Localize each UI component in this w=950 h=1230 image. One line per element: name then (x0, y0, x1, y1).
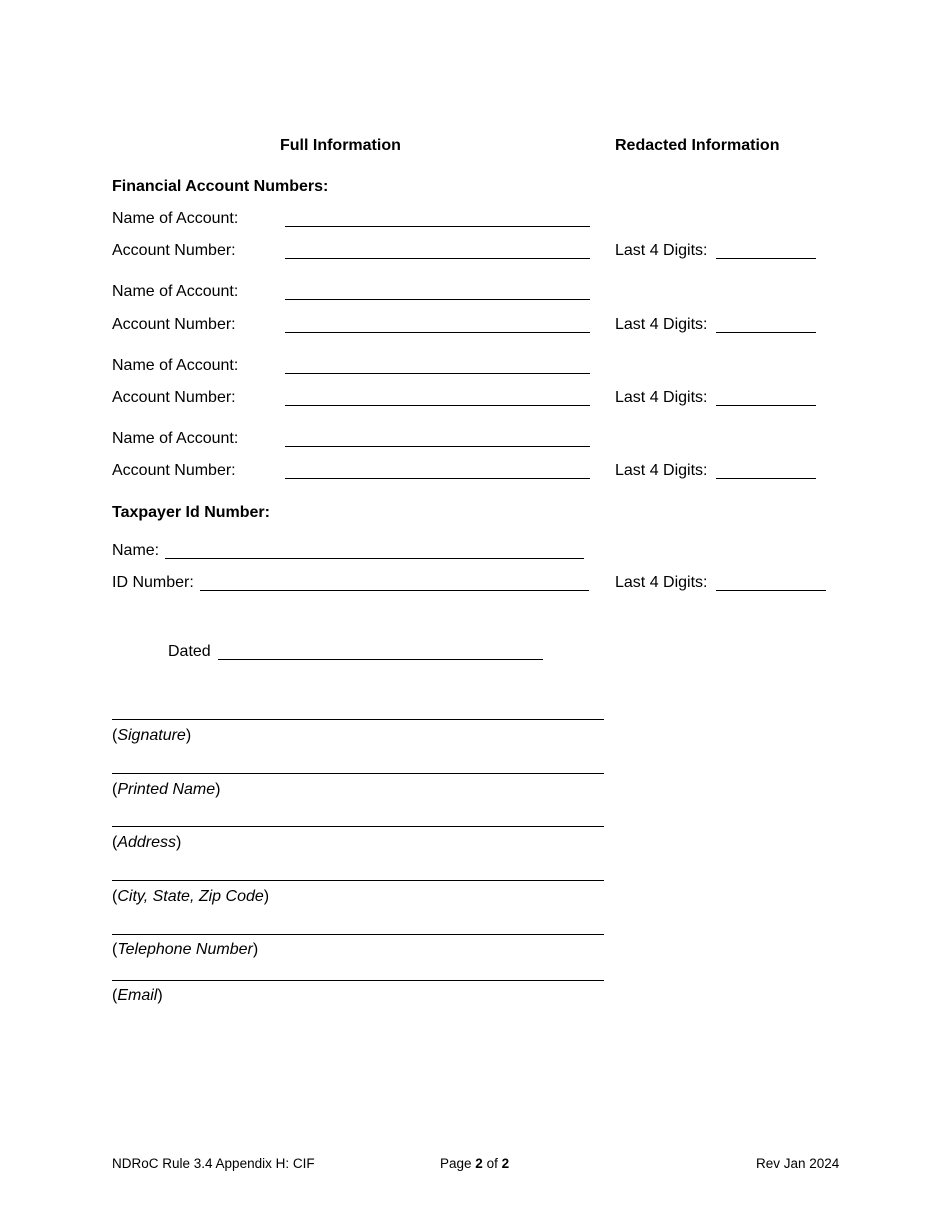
signature-line[interactable] (112, 719, 604, 720)
dated-field[interactable] (218, 659, 543, 660)
last-4-digits-label: Last 4 Digits: (615, 389, 708, 406)
account-last4-field-3[interactable] (716, 405, 816, 406)
full-information-header: Full Information (280, 137, 401, 154)
printed-name-line[interactable] (112, 773, 604, 774)
account-number-label: Account Number: (112, 462, 236, 479)
signature-caption: (Signature) (112, 727, 192, 744)
last-4-digits-label: Last 4 Digits: (615, 462, 708, 479)
account-number-label: Account Number: (112, 316, 236, 333)
account-name-field-2[interactable] (285, 299, 590, 300)
name-of-account-label: Name of Account: (112, 283, 239, 300)
address-caption: (Address) (112, 834, 182, 851)
name-of-account-label: Name of Account: (112, 357, 239, 374)
taxpayer-name-field[interactable] (165, 558, 584, 559)
account-name-field-3[interactable] (285, 373, 590, 374)
taxpayer-id-field[interactable] (200, 590, 589, 591)
account-number-label: Account Number: (112, 242, 236, 259)
telephone-line[interactable] (112, 934, 604, 935)
account-number-field-4[interactable] (285, 478, 590, 479)
financial-account-numbers-title: Financial Account Numbers: (112, 178, 329, 195)
account-name-field-4[interactable] (285, 446, 590, 447)
footer-revision: Rev Jan 2024 (756, 1156, 840, 1171)
telephone-caption: (Telephone Number) (112, 941, 259, 958)
taxpayer-last4-field[interactable] (716, 590, 826, 591)
taxpayer-last-4-digits-label: Last 4 Digits: (615, 574, 708, 591)
email-caption: (Email) (112, 987, 163, 1004)
account-number-field-2[interactable] (285, 332, 590, 333)
name-of-account-label: Name of Account: (112, 210, 239, 227)
last-4-digits-label: Last 4 Digits: (615, 316, 708, 333)
account-last4-field-4[interactable] (716, 478, 816, 479)
account-name-field-1[interactable] (285, 226, 590, 227)
account-last4-field-1[interactable] (716, 258, 816, 259)
footer-rule-reference: NDRoC Rule 3.4 Appendix H: CIF (112, 1156, 315, 1171)
account-number-field-3[interactable] (285, 405, 590, 406)
account-number-label: Account Number: (112, 389, 236, 406)
printed-name-caption: (Printed Name) (112, 781, 221, 798)
account-number-field-1[interactable] (285, 258, 590, 259)
account-last4-field-2[interactable] (716, 332, 816, 333)
city-state-zip-line[interactable] (112, 880, 604, 881)
taxpayer-name-label: Name: (112, 542, 160, 559)
name-of-account-label: Name of Account: (112, 430, 239, 447)
dated-label: Dated (168, 643, 211, 660)
redacted-information-header: Redacted Information (615, 137, 780, 154)
last-4-digits-label: Last 4 Digits: (615, 242, 708, 259)
city-state-zip-caption: (City, State, Zip Code) (112, 888, 270, 905)
address-line[interactable] (112, 826, 604, 827)
email-line[interactable] (112, 980, 604, 981)
taxpayer-id-number-title: Taxpayer Id Number: (112, 504, 270, 521)
footer-page-number: Page 2 of 2 (440, 1156, 510, 1171)
taxpayer-id-label: ID Number: (112, 574, 194, 591)
